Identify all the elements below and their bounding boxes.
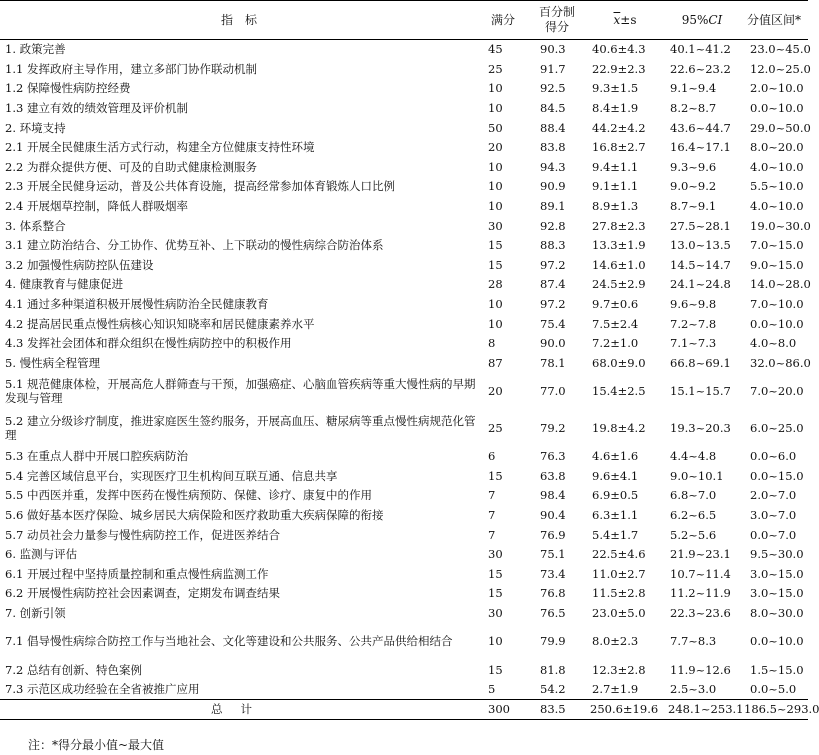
full-score-cell: 10 xyxy=(488,81,503,96)
full-score-cell: 25 xyxy=(488,420,503,435)
full-score-cell: 10 xyxy=(488,296,503,311)
ci-cell: 4.4~4.8 xyxy=(670,449,717,464)
ci-cell: 15.1~15.7 xyxy=(670,383,731,398)
percent-score-cell: 73.4 xyxy=(540,566,566,581)
total-row xyxy=(0,699,808,719)
mean-sd-cell: 22.9±2.3 xyxy=(592,61,646,76)
range-cell: 0.0~6.0 xyxy=(750,449,797,464)
percent-score-cell: 79.9 xyxy=(540,634,566,649)
range-cell: 7.0~15.0 xyxy=(750,238,804,253)
full-score-cell: 45 xyxy=(488,42,503,57)
range-cell: 29.0~50.0 xyxy=(750,120,811,135)
table-row xyxy=(0,564,808,584)
indicator-cell: 5.1 规范健康体检，开展高危人群筛查与干预，加强癌症、心脑血管疾病等重大慢性病的早期发现与管理 xyxy=(5,376,476,406)
full-score-cell: 50 xyxy=(488,120,503,135)
full-score-cell: 10 xyxy=(488,634,503,649)
percent-score-cell: 78.1 xyxy=(540,355,566,370)
mean-sd-cell: 40.6±4.3 xyxy=(592,42,646,57)
ci-cell: 7.7~8.3 xyxy=(670,634,717,649)
mean-sd-cell: 44.2±4.2 xyxy=(592,120,646,135)
range-cell: 0.0~10.0 xyxy=(750,634,804,649)
percent-score-cell: 75.4 xyxy=(540,316,566,331)
ci-cell: 11.9~12.6 xyxy=(670,662,731,677)
table-row xyxy=(0,235,808,255)
total-full: 300 xyxy=(478,699,528,719)
mean-sd-cell: 9.7±0.6 xyxy=(592,296,639,311)
range-cell: 8.0~20.0 xyxy=(750,140,804,155)
ci-cell: 14.5~14.7 xyxy=(670,257,731,272)
range-cell: 0.0~10.0 xyxy=(750,316,804,331)
indicator-cell: 1. 政策完善 xyxy=(5,42,66,57)
header-mean-sd xyxy=(586,1,664,40)
indicator-cell: 4.1 通过多种渠道积极开展慢性病防治全民健康教育 xyxy=(5,296,269,311)
indicator-cell: 2. 环境支持 xyxy=(5,120,66,135)
ci-cell: 9.6~9.8 xyxy=(670,296,717,311)
full-score-cell: 10 xyxy=(488,159,503,174)
percent-score-cell: 84.5 xyxy=(540,100,566,115)
percent-score-cell: 97.2 xyxy=(540,296,566,311)
indicator-cell: 4.2 提高居民重点慢性病核心知识知晓率和居民健康素养水平 xyxy=(5,316,315,331)
percent-score-cell: 90.4 xyxy=(540,508,566,523)
percent-score-cell: 81.8 xyxy=(540,662,566,677)
percent-score-cell: 76.5 xyxy=(540,606,566,621)
header-ci-suffix: CI xyxy=(708,12,723,27)
table-row xyxy=(0,216,808,236)
percent-score-cell: 90.0 xyxy=(540,336,566,351)
table-row xyxy=(0,373,808,410)
indicator-cell: 6.2 开展慢性病防控社会因素调查，定期发布调查结果 xyxy=(5,586,280,601)
indicator-cell: 6. 监测与评估 xyxy=(5,547,78,562)
indicator-cell: 1.3 建立有效的绩效管理及评价机制 xyxy=(5,100,188,115)
full-score-cell: 20 xyxy=(488,383,503,398)
percent-score-cell: 63.8 xyxy=(540,468,566,483)
indicator-cell: 4.3 发挥社会团体和群众组织在慢性病防控中的积极作用 xyxy=(5,336,292,351)
ci-cell: 16.4~17.1 xyxy=(670,140,731,155)
header-full-score: 满分 xyxy=(478,1,528,40)
ci-cell: 8.7~9.1 xyxy=(670,198,717,213)
ci-cell: 8.2~8.7 xyxy=(670,100,717,115)
full-score-cell: 10 xyxy=(488,198,503,213)
percent-score-cell: 83.8 xyxy=(540,140,566,155)
full-score-cell: 30 xyxy=(488,606,503,621)
range-cell: 0.0~10.0 xyxy=(750,100,804,115)
full-score-cell: 15 xyxy=(488,468,503,483)
ci-cell: 9.0~9.2 xyxy=(670,179,717,194)
indicator-cell: 6.1 开展过程中坚持质量控制和重点慢性病监测工作 xyxy=(5,566,269,581)
ci-cell: 19.3~20.3 xyxy=(670,420,731,435)
ci-cell: 9.1~9.4 xyxy=(670,81,717,96)
ci-cell: 27.5~28.1 xyxy=(670,218,731,233)
total-range: 186.5~293.0 xyxy=(740,699,808,719)
percent-score-cell: 94.3 xyxy=(540,159,566,174)
range-cell: 1.5~15.0 xyxy=(750,662,804,677)
table-row xyxy=(0,447,808,467)
percent-score-cell: 92.5 xyxy=(540,81,566,96)
header-percent-line2: 得分 xyxy=(544,20,569,34)
full-score-cell: 5 xyxy=(488,681,496,696)
table-row xyxy=(0,545,808,565)
percent-score-cell: 88.4 xyxy=(540,120,566,135)
range-cell: 9.0~15.0 xyxy=(750,257,804,272)
full-score-cell: 15 xyxy=(488,586,503,601)
percent-score-cell: 98.4 xyxy=(540,488,566,503)
range-cell: 3.0~15.0 xyxy=(750,586,804,601)
total-ci: 248.1~253.1 xyxy=(664,699,740,719)
full-score-cell: 15 xyxy=(488,238,503,253)
table-row xyxy=(0,137,808,157)
range-cell: 4.0~10.0 xyxy=(750,198,804,213)
mean-sd-cell: 19.8±4.2 xyxy=(592,420,646,435)
percent-score-cell: 75.1 xyxy=(540,547,566,562)
indicator-cell: 3.2 加强慢性病防控队伍建设 xyxy=(5,257,154,272)
ci-cell: 9.0~10.1 xyxy=(670,468,724,483)
range-cell: 23.0~45.0 xyxy=(750,42,811,57)
mean-sd-cell: 8.4±1.9 xyxy=(592,100,639,115)
full-score-cell: 28 xyxy=(488,277,503,292)
table-row xyxy=(0,98,808,118)
mean-sd-cell: 7.5±2.4 xyxy=(592,316,639,331)
range-cell: 0.0~7.0 xyxy=(750,527,797,542)
mean-sd-cell: 7.2±1.0 xyxy=(592,336,639,351)
table-row xyxy=(0,294,808,314)
ci-cell: 6.2~6.5 xyxy=(670,508,717,523)
indicator-cell: 5.4 完善区域信息平台，实现医疗卫生机构间互联互通、信息共享 xyxy=(5,468,338,483)
percent-score-cell: 91.7 xyxy=(540,61,566,76)
percent-score-cell: 87.4 xyxy=(540,277,566,292)
full-score-cell: 30 xyxy=(488,547,503,562)
mean-sd-cell: 4.6±1.6 xyxy=(592,449,639,464)
ci-cell: 22.3~23.6 xyxy=(670,606,731,621)
header-sd-symbol: ±s xyxy=(620,12,637,27)
table-row xyxy=(0,466,808,486)
mean-sd-cell: 11.0±2.7 xyxy=(592,566,646,581)
indicator-cell: 2.2 为群众提供方便、可及的自助式健康检测服务 xyxy=(5,159,257,174)
range-cell: 7.0~10.0 xyxy=(750,296,804,311)
percent-score-cell: 79.2 xyxy=(540,420,566,435)
table-row xyxy=(0,353,808,373)
mean-sd-cell: 16.8±2.7 xyxy=(592,140,646,155)
range-cell: 3.0~7.0 xyxy=(750,508,797,523)
table-row xyxy=(0,410,808,447)
mean-sd-cell: 8.0±2.3 xyxy=(592,634,639,649)
full-score-cell: 15 xyxy=(488,662,503,677)
mean-sd-cell: 15.4±2.5 xyxy=(592,383,646,398)
indicator-cell: 7. 创新引领 xyxy=(5,606,66,621)
range-cell: 5.5~10.0 xyxy=(750,179,804,194)
ci-cell: 10.7~11.4 xyxy=(670,566,731,581)
mean-sd-cell: 27.8±2.3 xyxy=(592,218,646,233)
mean-sd-cell: 6.9±0.5 xyxy=(592,488,639,503)
ci-cell: 5.2~5.6 xyxy=(670,527,717,542)
mean-sd-cell: 8.9±1.3 xyxy=(592,198,639,213)
full-score-cell: 10 xyxy=(488,316,503,331)
table-row xyxy=(0,525,808,545)
table-row xyxy=(0,623,808,660)
indicator-cell: 7.2 总结有创新、特色案例 xyxy=(5,662,142,677)
ci-cell: 11.2~11.9 xyxy=(670,586,731,601)
mean-sd-cell: 9.3±1.5 xyxy=(592,81,639,96)
table-row xyxy=(0,505,808,525)
range-cell: 4.0~10.0 xyxy=(750,159,804,174)
indicator-cell: 1.2 保障慢性病防控经费 xyxy=(5,81,131,96)
header-range: 分值区间* xyxy=(740,1,808,40)
table-row xyxy=(0,680,808,700)
range-cell: 32.0~86.0 xyxy=(750,355,811,370)
percent-score-cell: 88.3 xyxy=(540,238,566,253)
full-score-cell: 7 xyxy=(488,508,496,523)
ci-cell: 6.8~7.0 xyxy=(670,488,717,503)
header-percent-line1: 百分制 xyxy=(538,5,575,19)
table-row xyxy=(0,79,808,99)
full-score-cell: 25 xyxy=(488,61,503,76)
header-ci-prefix: 95% xyxy=(681,12,709,27)
mean-sd-cell: 68.0±9.0 xyxy=(592,355,646,370)
indicator-cell: 7.3 示范区成功经验在全省被推广应用 xyxy=(5,681,200,696)
header-percent-score xyxy=(528,1,586,40)
mean-sd-cell: 11.5±2.8 xyxy=(592,586,646,601)
percent-score-cell: 90.9 xyxy=(540,179,566,194)
mean-sd-cell: 9.1±1.1 xyxy=(592,179,639,194)
table-row xyxy=(0,196,808,216)
range-cell: 0.0~15.0 xyxy=(750,468,804,483)
range-cell: 7.0~20.0 xyxy=(750,383,804,398)
indicator-cell: 4. 健康教育与健康促进 xyxy=(5,277,124,292)
indicator-cell: 2.3 开展全民健身运动，普及公共体育设施，提高经常参加体育锻炼人口比例 xyxy=(5,179,395,194)
full-score-cell: 87 xyxy=(488,355,503,370)
table-row xyxy=(0,584,808,604)
indicator-cell: 3.1 建立防治结合、分工协作、优势互补、上下联动的慢性病综合防治体系 xyxy=(5,238,384,253)
table-footnote: 注：*得分最小值~最大值 xyxy=(28,738,165,752)
full-score-cell: 10 xyxy=(488,100,503,115)
header-indicator: 指 标 xyxy=(0,1,478,40)
header-mean-symbol: $\overline{x}$ xyxy=(613,12,621,27)
range-cell: 8.0~30.0 xyxy=(750,606,804,621)
table-row xyxy=(0,118,808,138)
ci-cell: 9.3~9.6 xyxy=(670,159,717,174)
table-header-row xyxy=(0,1,808,40)
total-pct: 83.5 xyxy=(528,699,586,719)
ci-cell: 21.9~23.1 xyxy=(670,547,731,562)
percent-score-cell: 76.3 xyxy=(540,449,566,464)
total-mean: 250.6±19.6 xyxy=(586,699,664,719)
ci-cell: 13.0~13.5 xyxy=(670,238,731,253)
table-row xyxy=(0,40,808,60)
indicator-cell: 3. 体系整合 xyxy=(5,218,66,233)
indicator-cell: 5.7 动员社会力量参与慢性病防控工作，促进医养结合 xyxy=(5,527,280,542)
mean-sd-cell: 2.7±1.9 xyxy=(592,681,639,696)
percent-score-cell: 77.0 xyxy=(540,383,566,398)
range-cell: 6.0~25.0 xyxy=(750,420,804,435)
indicator-cell: 2.1 开展全民健康生活方式行动，构建全方位健康支持性环境 xyxy=(5,140,315,155)
mean-sd-cell: 9.4±1.1 xyxy=(592,159,639,174)
ci-cell: 22.6~23.2 xyxy=(670,61,731,76)
percent-score-cell: 54.2 xyxy=(540,681,566,696)
percent-score-cell: 92.8 xyxy=(540,218,566,233)
table-row xyxy=(0,314,808,334)
percent-score-cell: 76.8 xyxy=(540,586,566,601)
ci-cell: 24.1~24.8 xyxy=(670,277,731,292)
ci-cell: 2.5~3.0 xyxy=(670,681,717,696)
full-score-cell: 10 xyxy=(488,179,503,194)
indicator-cell: 2.4 开展烟草控制，降低人群吸烟率 xyxy=(5,198,188,213)
range-cell: 4.0~8.0 xyxy=(750,336,797,351)
range-cell: 14.0~28.0 xyxy=(750,277,811,292)
range-cell: 3.0~15.0 xyxy=(750,566,804,581)
mean-sd-cell: 14.6±1.0 xyxy=(592,257,646,272)
table-row xyxy=(0,660,808,680)
full-score-cell: 30 xyxy=(488,218,503,233)
range-cell: 2.0~7.0 xyxy=(750,488,797,503)
percent-score-cell: 89.1 xyxy=(540,198,566,213)
table-row xyxy=(0,333,808,353)
indicator-cell: 5.3 在重点人群中开展口腔疾病防治 xyxy=(5,449,188,464)
percent-score-cell: 90.3 xyxy=(540,42,566,57)
table-row xyxy=(0,59,808,79)
table-row xyxy=(0,157,808,177)
full-score-cell: 6 xyxy=(488,449,496,464)
table-row xyxy=(0,275,808,295)
table-row xyxy=(0,255,808,275)
mean-sd-cell: 6.3±1.1 xyxy=(592,508,639,523)
indicator-cell: 7.1 倡导慢性病综合防控工作与当地社会、文化等建设和公共服务、公共产品供给相结合 xyxy=(5,634,453,649)
range-cell: 19.0~30.0 xyxy=(750,218,811,233)
full-score-cell: 7 xyxy=(488,488,496,503)
mean-sd-cell: 22.5±4.6 xyxy=(592,547,646,562)
ci-cell: 7.2~7.8 xyxy=(670,316,717,331)
full-score-cell: 15 xyxy=(488,257,503,272)
ci-cell: 7.1~7.3 xyxy=(670,336,717,351)
mean-sd-cell: 5.4±1.7 xyxy=(592,527,639,542)
indicator-cell: 5.2 建立分级诊疗制度，推进家庭医生签约服务，开展高血压、糖尿病等重点慢性病规范化管理 xyxy=(5,413,476,443)
ci-cell: 40.1~41.2 xyxy=(670,42,731,57)
percent-score-cell: 76.9 xyxy=(540,527,566,542)
ci-cell: 43.6~44.7 xyxy=(670,120,731,135)
range-cell: 9.5~30.0 xyxy=(750,547,804,562)
percent-score-cell: 97.2 xyxy=(540,257,566,272)
indicator-cell: 5.5 中西医并重，发挥中医药在慢性病预防、保健、诊疗、康复中的作用 xyxy=(5,488,372,503)
total-label: 总计 xyxy=(0,699,478,719)
indicator-cell: 5.6 做好基本医疗保险、城乡居民大病保险和医疗救助重大疾病保障的衔接 xyxy=(5,508,384,523)
table-row xyxy=(0,177,808,197)
full-score-cell: 20 xyxy=(488,140,503,155)
mean-sd-cell: 23.0±5.0 xyxy=(592,606,646,621)
mean-sd-cell: 13.3±1.9 xyxy=(592,238,646,253)
ci-cell: 66.8~69.1 xyxy=(670,355,731,370)
indicator-cell: 1.1 发挥政府主导作用，建立多部门协作联动机制 xyxy=(5,61,257,76)
mean-sd-cell: 9.6±4.1 xyxy=(592,468,639,483)
table-row xyxy=(0,603,808,623)
indicator-cell: 5. 慢性病全程管理 xyxy=(5,355,101,370)
full-score-cell: 15 xyxy=(488,566,503,581)
full-score-cell: 7 xyxy=(488,527,496,542)
range-cell: 0.0~5.0 xyxy=(750,681,797,696)
mean-sd-cell: 24.5±2.9 xyxy=(592,277,646,292)
mean-sd-cell: 12.3±2.8 xyxy=(592,662,646,677)
table-row xyxy=(0,486,808,506)
full-score-cell: 8 xyxy=(488,336,496,351)
range-cell: 2.0~10.0 xyxy=(750,81,804,96)
header-ci xyxy=(664,1,740,40)
range-cell: 12.0~25.0 xyxy=(750,61,811,76)
